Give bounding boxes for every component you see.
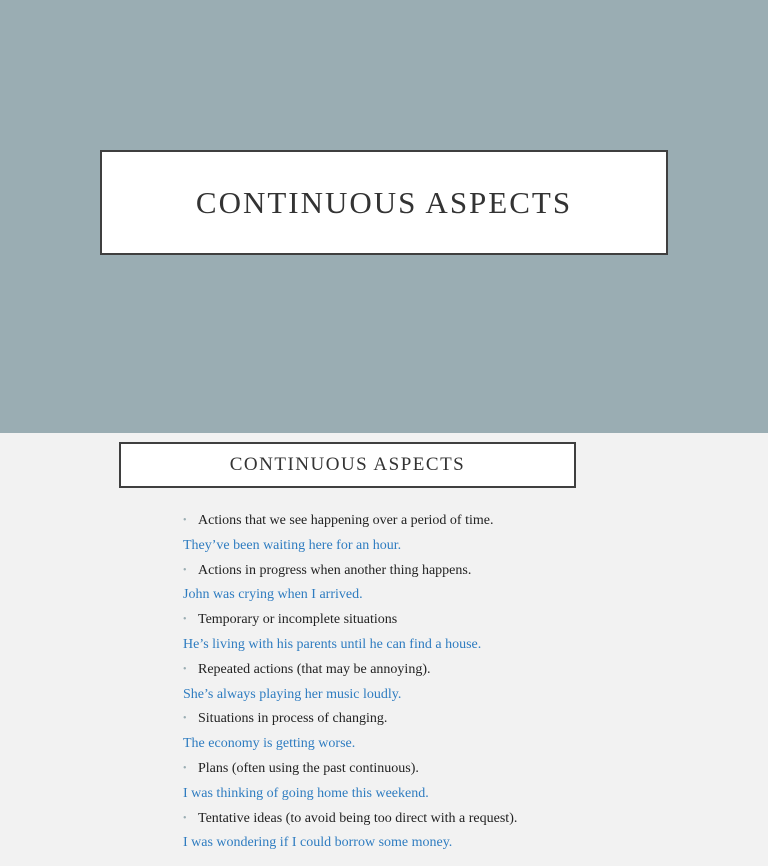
content-title-box: [119, 442, 576, 488]
example-sentence: She’s always playing her music loudly.: [183, 686, 402, 702]
bullet-item: [183, 707, 723, 732]
bullet-icon: •: [183, 713, 187, 725]
bullet-icon: •: [183, 762, 187, 774]
bullet-text: Temporary or incomplete situations: [198, 612, 398, 628]
bullet-text: Tentative ideas (to avoid being too direct with a request).: [198, 810, 518, 826]
bullet-icon: •: [183, 614, 187, 626]
example-sentence: I was thinking of going home this weekend.: [183, 785, 429, 801]
content-slide-title: CONTINUOUS ASPECTS: [229, 454, 466, 475]
bullet-icon: •: [183, 515, 187, 526]
bullet-item: [183, 608, 723, 633]
example-sentence: The economy is getting worse.: [183, 736, 356, 752]
example-sentence: I was wondering if I could borrow some money.: [183, 835, 453, 851]
content-slide: [0, 433, 768, 866]
bullet-icon: •: [183, 564, 187, 576]
bullet-text: Repeated actions (that may be annoying).: [198, 661, 431, 677]
example-sentence: They’ve been waiting here for an hour.: [183, 537, 402, 553]
bullet-icon: •: [183, 812, 187, 824]
example-sentence: John was crying when I arrived.: [183, 587, 363, 603]
bullet-item: [183, 757, 723, 782]
bullet-text: Actions in progress when another thing happens.: [198, 562, 472, 578]
bullet-text: Situations in process of changing.: [198, 711, 388, 727]
bullet-item: [183, 658, 723, 683]
bullet-item: [183, 559, 723, 584]
content-list: [183, 509, 723, 856]
bullet-text: Plans (often using the past continuous).: [198, 760, 419, 776]
bullet-item: [183, 509, 723, 534]
title-box: [100, 150, 668, 255]
bullet-icon: •: [183, 663, 187, 675]
slide-title: CONTINUOUS ASPECTS: [195, 184, 573, 220]
bullet-text: Actions that we see happening over a period of time.: [198, 513, 494, 528]
bullet-item: [183, 807, 723, 832]
example-sentence: He’s living with his parents until he can find a house.: [183, 636, 482, 652]
